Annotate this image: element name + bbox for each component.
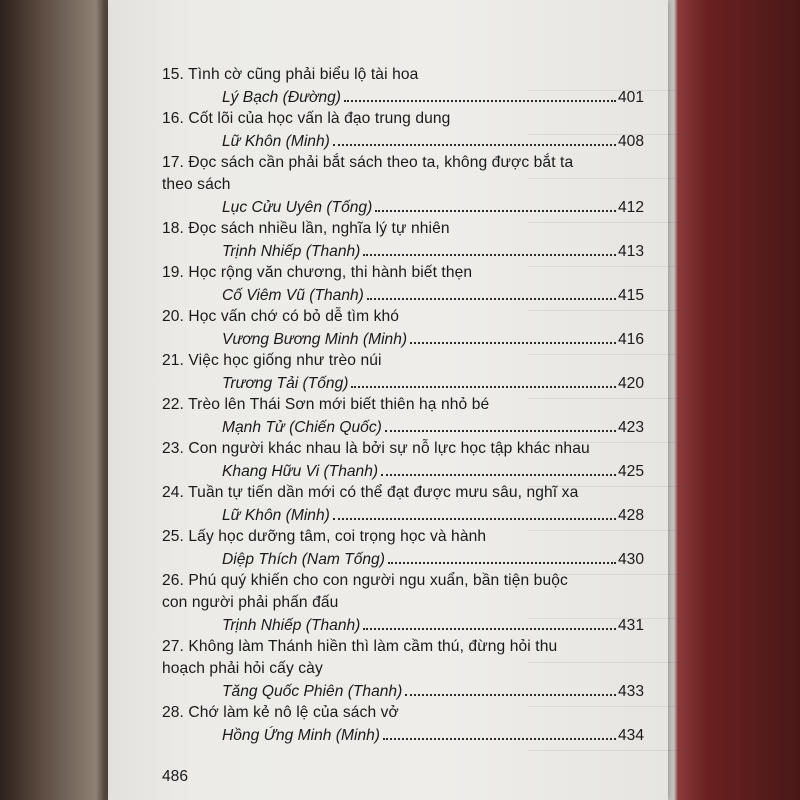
dot-leader [405,680,616,696]
entry-author: Vương Bương Minh (Minh) [222,331,408,348]
entry-title-line: 19. Học rộng văn chương, thi hành biết thẹn [162,264,473,281]
entry-page-number: 412 [617,199,644,216]
entry-author: Lữ Khôn (Minh) [222,507,330,524]
toc-entry [162,218,644,262]
entry-title-line: con người phải phấn đấu [162,594,339,611]
table-of-contents [162,64,644,746]
entry-title-line: 22. Trèo lên Thái Sơn mới biết thiên hạ nhỏ bé [162,396,490,413]
entry-page-number: 433 [617,683,644,700]
entry-author-line [162,86,644,108]
toc-entry [162,570,644,636]
toc-entry [162,262,644,306]
entry-title-line: 17. Đọc sách cần phải bắt sách theo ta, không được bắt ta [162,154,574,171]
entry-author-line [162,680,644,702]
toc-entry [162,350,644,394]
entry-title-line: 20. Học vấn chớ có bỏ dễ tìm khó [162,308,400,325]
entry-title-line: 23. Con người khác nhau là bởi sự nỗ lực học tập khác nhau [162,440,590,457]
dot-leader [363,240,616,256]
dot-leader [381,460,616,476]
entry-page-number: 416 [617,331,644,348]
toc-entry [162,108,644,152]
entry-author: Tăng Quốc Phiên (Thanh) [222,683,403,700]
entry-page-number: 430 [617,551,644,568]
dot-leader [344,86,616,102]
entry-title-line: 25. Lấy học dưỡng tâm, coi trọng học và hành [162,528,487,545]
dot-leader [383,724,616,740]
book-page [108,0,668,800]
entry-author-line [162,196,644,218]
dot-leader [410,328,616,344]
book-cover-edge [668,0,800,800]
entry-author: Lý Bạch (Đường) [222,89,341,106]
entry-title-line: 24. Tuần tự tiến dần mới có thể đạt được mưu sâu, nghĩ xa [162,484,579,501]
entry-author: Trương Tải (Tống) [222,375,349,392]
entry-author-line [162,372,644,394]
entry-title-line: hoạch phải hỏi cấy cày [162,660,323,677]
entry-author: Cố Viêm Vũ (Thanh) [222,287,364,304]
entry-page-number: 413 [617,243,644,260]
entry-page-number: 420 [617,375,644,392]
entry-author: Trịnh Nhiếp (Thanh) [222,243,361,260]
entry-author-line [162,460,644,482]
entry-title-line: 16. Cốt lõi của học vấn là đạo trung dung [162,110,451,127]
entry-author: Mạnh Tử (Chiến Quốc) [222,419,382,436]
entry-page-number: 423 [617,419,644,436]
entry-title-line: 27. Không làm Thánh hiền thì làm cầm thú, đừng hỏi thu [162,638,558,655]
dot-leader [333,130,616,146]
entry-author-line [162,504,644,526]
entry-author-line [162,240,644,262]
entry-author: Trịnh Nhiếp (Thanh) [222,617,361,634]
entry-page-number: 434 [617,727,644,744]
entry-author: Khang Hữu Vi (Thanh) [222,463,379,480]
entry-title-line: 21. Việc học giống như trèo núi [162,352,382,369]
dot-leader [351,372,615,388]
entry-author-line [162,548,644,570]
entry-title-line: theo sách [162,176,231,193]
dot-leader [333,504,616,520]
entry-title-line: 28. Chớ làm kẻ nô lệ của sách vở [162,704,399,721]
toc-entry [162,394,644,438]
entry-author: Lục Cửu Uyên (Tống) [222,199,373,216]
entry-page-number: 401 [617,89,644,106]
entry-author-line [162,284,644,306]
entry-author: Diệp Thích (Nam Tống) [222,551,385,568]
toc-entry [162,306,644,350]
entry-author: Hồng Ứng Minh (Minh) [222,727,380,744]
toc-entry [162,64,644,108]
toc-entry [162,636,644,702]
dot-leader [375,196,616,212]
entry-author-line [162,130,644,152]
page-number: 486 [162,768,189,785]
entry-page-number: 431 [617,617,644,634]
entry-author-line [162,724,644,746]
entry-page-number: 415 [617,287,644,304]
dot-leader [385,416,616,432]
entry-title-line: 18. Đọc sách nhiều lần, nghĩa lý tự nhiên [162,220,450,237]
dot-leader [367,284,616,300]
toc-entry [162,702,644,746]
entry-page-number: 425 [617,463,644,480]
toc-entry [162,438,644,482]
dot-leader [388,548,616,564]
entry-author-line [162,614,644,636]
entry-author-line [162,328,644,350]
entry-page-number: 428 [617,507,644,524]
toc-entry [162,152,644,218]
entry-author-line [162,416,644,438]
entry-author: Lữ Khôn (Minh) [222,133,330,150]
toc-entry [162,526,644,570]
entry-page-number: 408 [617,133,644,150]
toc-entry [162,482,644,526]
dot-leader [363,614,616,630]
entry-title-line: 15. Tình cờ cũng phải biểu lộ tài hoa [162,66,419,83]
entry-title-line: 26. Phú quý khiến cho con người ngu xuẩn, bần tiện buộc [162,572,568,589]
